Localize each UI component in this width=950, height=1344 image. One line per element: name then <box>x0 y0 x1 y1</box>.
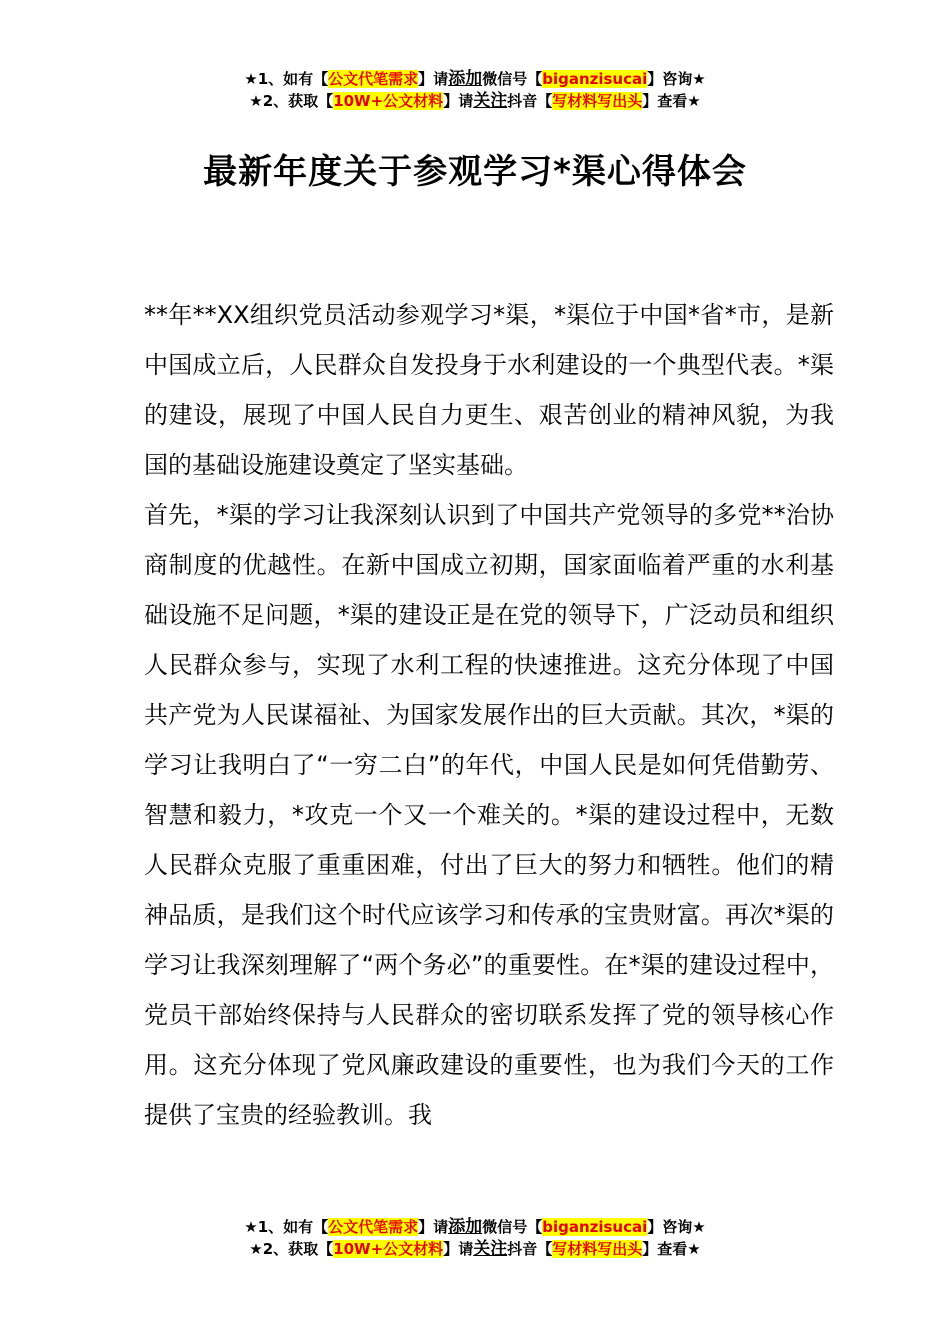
paragraph: 首先，*渠的学习让我深刻认识到了中国共产党领导的多党**治协商制度的优越性。在新中国成立初期，国家面临着严重的水利基础设施不足问题，*渠的建设正是在党的领导下，广泛动员和组织人民群众参与，实现了水利工程的快速推进。这充分体现了中国共产党为人民谋福祉、为国家发展作出的巨大贡献。其次，*渠的学习让我明白了“一穷二白”的年代，中国人民是如何凭借勤劳、智慧和毅力，*攻克一个又一个难关的。*渠的建设过程中，无数人民群众克服了重重困难，付出了巨大的努力和牺牲。他们的精神品质，是我们这个时代应该学习和传承的宝贵财富。再次*渠的学习让我深刻理解了“两个务必”的重要性。在*渠的建设过程中，党员干部始终保持与人民群众的密切联系发挥了党的领导核心作用。这充分体现了党风廉政建设的重要性，也为我们今天的工作提供了宝贵的经验教训。我 <box>144 501 834 1129</box>
banner-text: 抖音【 <box>507 1240 553 1258</box>
banner-text: ★1、如有【 <box>244 70 329 88</box>
banner-text: 】请 <box>418 1218 449 1236</box>
footer-banner <box>0 1216 950 1260</box>
banner-text: 】查看★ <box>642 92 701 110</box>
banner-text: ★2、获取【 <box>249 1240 334 1258</box>
header-banner <box>0 68 950 112</box>
banner-text: 抖音【 <box>507 92 553 110</box>
banner-highlight: 10W+公文材料 <box>333 92 444 110</box>
banner-text: 】查看★ <box>642 1240 701 1258</box>
banner-highlight: 公文代笔需求 <box>328 1218 419 1236</box>
banner-highlight: 10W+公文材料 <box>333 1240 444 1258</box>
banner-emphasis: 添加 <box>448 1217 483 1237</box>
banner-text: 】咨询★ <box>647 70 706 88</box>
banner-text: ★2、获取【 <box>249 92 334 110</box>
banner-text: 微信号【 <box>482 70 543 88</box>
document-body <box>144 290 834 1140</box>
banner-emphasis: 关注 <box>473 1239 508 1259</box>
banner-line-2 <box>0 1238 950 1260</box>
banner-emphasis: 关注 <box>473 91 508 111</box>
banner-text: 微信号【 <box>482 1218 543 1236</box>
banner-highlight: 写材料写出头 <box>552 1240 643 1258</box>
banner-text: 】请 <box>443 1240 474 1258</box>
paragraph: **年**XX组织党员活动参观学习*渠，*渠位于中国*省*市，是新中国成立后，人民群众自发投身于水利建设的一个典型代表。*渠的建设，展现了中国人民自力更生、艰苦创业的精神风貌，为我国的基础设施建设奠定了坚实基础。 <box>144 301 834 479</box>
banner-line-1 <box>0 68 950 90</box>
banner-emphasis: 添加 <box>448 69 483 89</box>
banner-text: 】请 <box>418 70 449 88</box>
banner-highlight: 写材料写出头 <box>552 92 643 110</box>
banner-text: 】请 <box>443 92 474 110</box>
banner-line-1 <box>0 1216 950 1238</box>
document-title: 最新年度关于参观学习*渠心得体会 <box>203 152 747 192</box>
banner-text: ★1、如有【 <box>244 1218 329 1236</box>
banner-wechat-id: biganzisucai <box>542 70 648 88</box>
banner-wechat-id: biganzisucai <box>542 1218 648 1236</box>
banner-line-2 <box>0 90 950 112</box>
banner-text: 】咨询★ <box>647 1218 706 1236</box>
banner-highlight: 公文代笔需求 <box>328 70 419 88</box>
